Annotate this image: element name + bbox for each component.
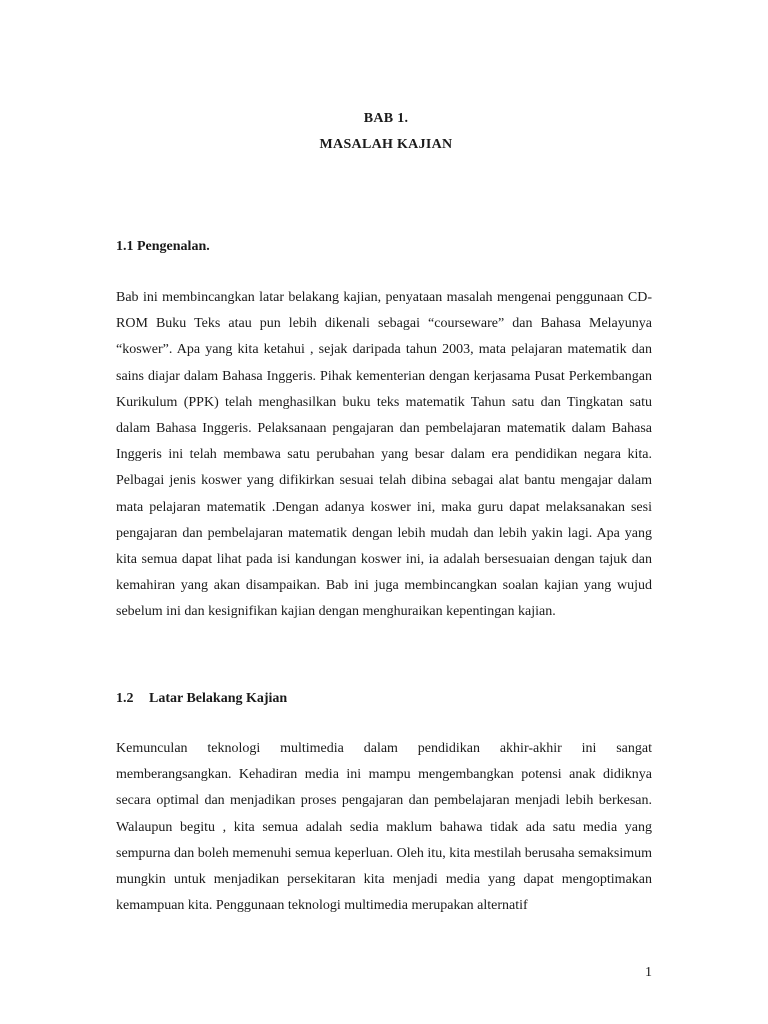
paragraph-latar-belakang: Kemunculan teknologi multimedia dalam pendidikan akhir-akhir ini sangat memberangsangkan. Kehadiran media ini mampu mengembangkan potensi anak didiknya secara optimal dan menjadikan proses pengajaran dan pembelajaran menjadi lebih berkesan. Walaupun begitu , kita semua adalah sedia maklum bahawa tidak ada satu media yang sempurna dan boleh memenuhi semua keperluan. Oleh itu, kita mestilah berusaha semaksimum mungkin untuk menjadikan persekitaran kita menjadi media yang dapat mengoptimakan kemampuan kita. Penggunaan teknologi multimedia merupakan alternatif xyxy=(116,741,652,914)
chapter-title: MASALAH KAJIAN xyxy=(319,137,453,152)
section-heading-pengenalan: 1.1 Pengenalan. xyxy=(116,239,210,254)
section-title: Latar Belakang Kajian xyxy=(149,691,288,706)
page-number: 1 xyxy=(645,965,652,980)
paragraph-pengenalan: Bab ini membincangkan latar belakang kajian, penyataan masalah mengenai penggunaan CD-ROM Buku Teks atau pun lebih dikenali sebagai “courseware” dan Bahasa Melayunya “koswer”. Apa yang kita ketahui , sejak daripada tahun 2003, mata pelajaran matematik dan sains diajar dalam Bahasa Inggeris. Pihak kementerian dengan kerjasama Pusat Perkembangan Kurikulum (PPK) telah menghasilkan buku teks matematik Tahun satu dan Tingkatan satu dalam Bahasa Inggeris. Pelaksanaan pengajaran dan pembelajaran matematik dalam Bahasa Inggeris ini telah membawa satu perubahan yang besar dalam era pendidikan negara kita. Pelbagai jenis koswer yang difikirkan sesuai telah dibina sebagai alat bantu mengajar dalam mata pelajaran matematik .Dengan adanya koswer ini, maka guru dapat melaksanakan sesi pengajaran dan pembelajaran matematik dengan lebih mudah dan lebih yakin lagi. Apa yang kita semua dapat lihat pada isi kandungan koswer ini, ia adalah bersesuaian dengan tajuk dan kemahiran yang akan disampaikan. Bab ini juga membincangkan soalan kajian yang wujud sebelum ini dan kesignifikan kajian dengan menghuraikan kepentingan kajian. xyxy=(116,290,652,620)
section-heading-latar-belakang xyxy=(116,691,287,707)
section-number: 1.2 xyxy=(116,691,134,706)
chapter-number: BAB 1. xyxy=(363,111,409,126)
